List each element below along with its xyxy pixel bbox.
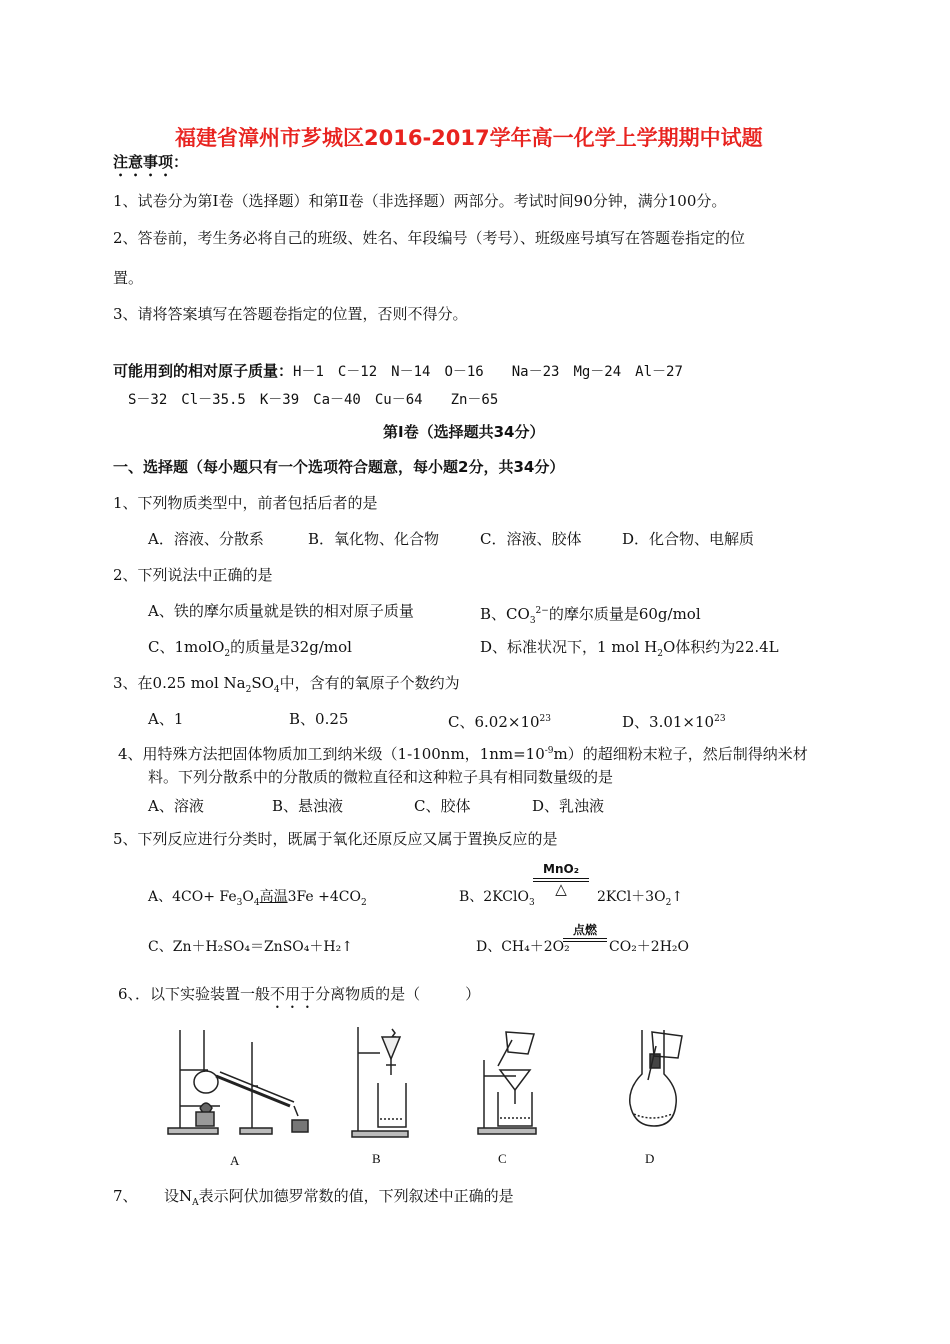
- q2-option-c: C、1molO$_2$的质量是32g/mol: [148, 638, 352, 659]
- q7-stem: 设$N_A$表示阿伏加德罗常数的值，下列叙述中正确的是: [164, 1187, 514, 1208]
- q3-option-c: C、$6.02\times 10^{23}$: [448, 713, 551, 731]
- q1-option-c: C．溶液、胶体: [480, 530, 582, 548]
- section-heading: 第Ⅰ卷（选择题共34分）: [383, 423, 545, 441]
- q5-b-heat: △: [555, 880, 567, 898]
- atomic-masses-line1: [113, 361, 683, 382]
- q1-stem: 1、下列物质类型中，前者包括后者的是: [113, 494, 378, 512]
- q2-stem: 2、下列说法中正确的是: [113, 566, 273, 584]
- q5-option-b-left: B、2KClO$_3$: [459, 889, 535, 908]
- q2-option-b: B、$CO_3^{2-}$的摩尔质量是60g/mol: [480, 605, 701, 626]
- distillation-apparatus-illustration: [160, 1022, 320, 1140]
- q5-b-catalyst: MnO₂: [543, 862, 579, 876]
- q6-label-d: D: [645, 1151, 655, 1166]
- note-item-1: 1、试卷分为第Ⅰ卷（选择题）和第Ⅱ卷（非选择题）两部分。考试时间90分钟，满分100分。: [113, 192, 727, 210]
- atomic-masses-label: 可能用到的相对原子质量：: [113, 362, 294, 380]
- q4-option-c: C、胶体: [414, 797, 471, 815]
- q5-a-condition: 高温: [259, 889, 288, 905]
- filtration-apparatus-illustration: [476, 1030, 540, 1138]
- section-subheading: 一、选择题（每小题只有一个选项符合题意，每小题2分，共34分）: [113, 458, 565, 476]
- q5-d-equal-top: [563, 938, 607, 939]
- note-item-2: 2、答卷前，考生务必将自己的班级、姓名、年段编号（考号）、班级座号填写在答题卷指定的位: [113, 229, 746, 247]
- q1-option-b: B．氧化物、化合物: [308, 530, 440, 548]
- q4-option-a: A、溶液: [148, 797, 204, 815]
- q5-option-c: C、Zn＋H₂SO₄＝ZnSO₄＋H₂↑: [148, 939, 353, 955]
- q3-option-a: A、1: [148, 710, 184, 728]
- q5-option-a: A、$4CO+ Fe_3O_4$高温$3Fe +4CO_2$: [148, 889, 367, 908]
- q3-stem: 3、在0.25 mol $Na_2SO_4$中，含有的氧原子个数约为: [113, 674, 460, 695]
- q3-option-d: D、$3.01\times 10^{23}$: [622, 713, 726, 731]
- page-title: 福建省漳州市芗城区2016-2017学年高一化学上学期期中试题: [175, 126, 763, 150]
- q5-option-b-right: $2KCl+3O_2↑$: [597, 889, 684, 908]
- q5-option-d-left: D、CH₄＋2O₂: [476, 939, 570, 955]
- q6-label-c: C: [498, 1151, 507, 1166]
- q2-option-d: D、标准状况下，1 mol $H_2O$体积约为22.4L: [480, 638, 779, 659]
- q5-d-equal-bottom: [563, 941, 607, 942]
- q4-option-d: D、乳浊液: [532, 797, 605, 815]
- volumetric-flask-illustration: [622, 1026, 692, 1136]
- q1-option-a: A．溶液、分散系: [148, 530, 264, 548]
- q5-d-condition: 点燃: [572, 923, 597, 937]
- q5-b-equal-top: [533, 878, 589, 879]
- q6-label-b: B: [372, 1151, 381, 1166]
- q4-stem-line2: 料。下列分散系中的分散质的微粒直径和这种粒子具有相同数量级的是: [148, 768, 614, 786]
- atomic-masses-values1: H－1 C－12 N－14 O－16 Na－23 Mg－24 Al－27: [293, 364, 683, 380]
- note-item-3: 3、请将答案填写在答题卷指定的位置，否则不得分。: [113, 305, 468, 323]
- q6-label-a: A: [230, 1153, 240, 1168]
- q4-option-b: B、悬浊液: [272, 797, 344, 815]
- q4-stem-line1: 4、用特殊方法把固体物质加工到纳米级（1-100nm，$1nm=10^{-9}m$）的超细粉末粒子，然后制得纳米材: [118, 745, 808, 763]
- q7-number: 7、: [113, 1187, 138, 1205]
- atomic-masses-line2: S－32 Cl－35.5 K－39 Ca－40 Cu－64 Zn－65: [128, 392, 499, 408]
- q6-stem: 6、．以下实验装置一般不用于分离物质的是（ ）: [118, 985, 481, 1003]
- q5-stem: 5、下列反应进行分类时，既属于氧化还原反应又属于置换反应的是: [113, 830, 558, 848]
- q2-option-a: A、铁的摩尔质量就是铁的相对原子质量: [148, 602, 414, 620]
- q1-option-d: D．化合物、电解质: [622, 530, 755, 548]
- note-item-2-cont: 置。: [113, 269, 144, 287]
- notes-heading: 注意事项：: [113, 153, 189, 171]
- q3-option-b: B、0.25: [289, 710, 349, 728]
- q5-option-d-right: CO₂＋2H₂O: [609, 939, 690, 955]
- separatory-funnel-illustration: [350, 1025, 410, 1140]
